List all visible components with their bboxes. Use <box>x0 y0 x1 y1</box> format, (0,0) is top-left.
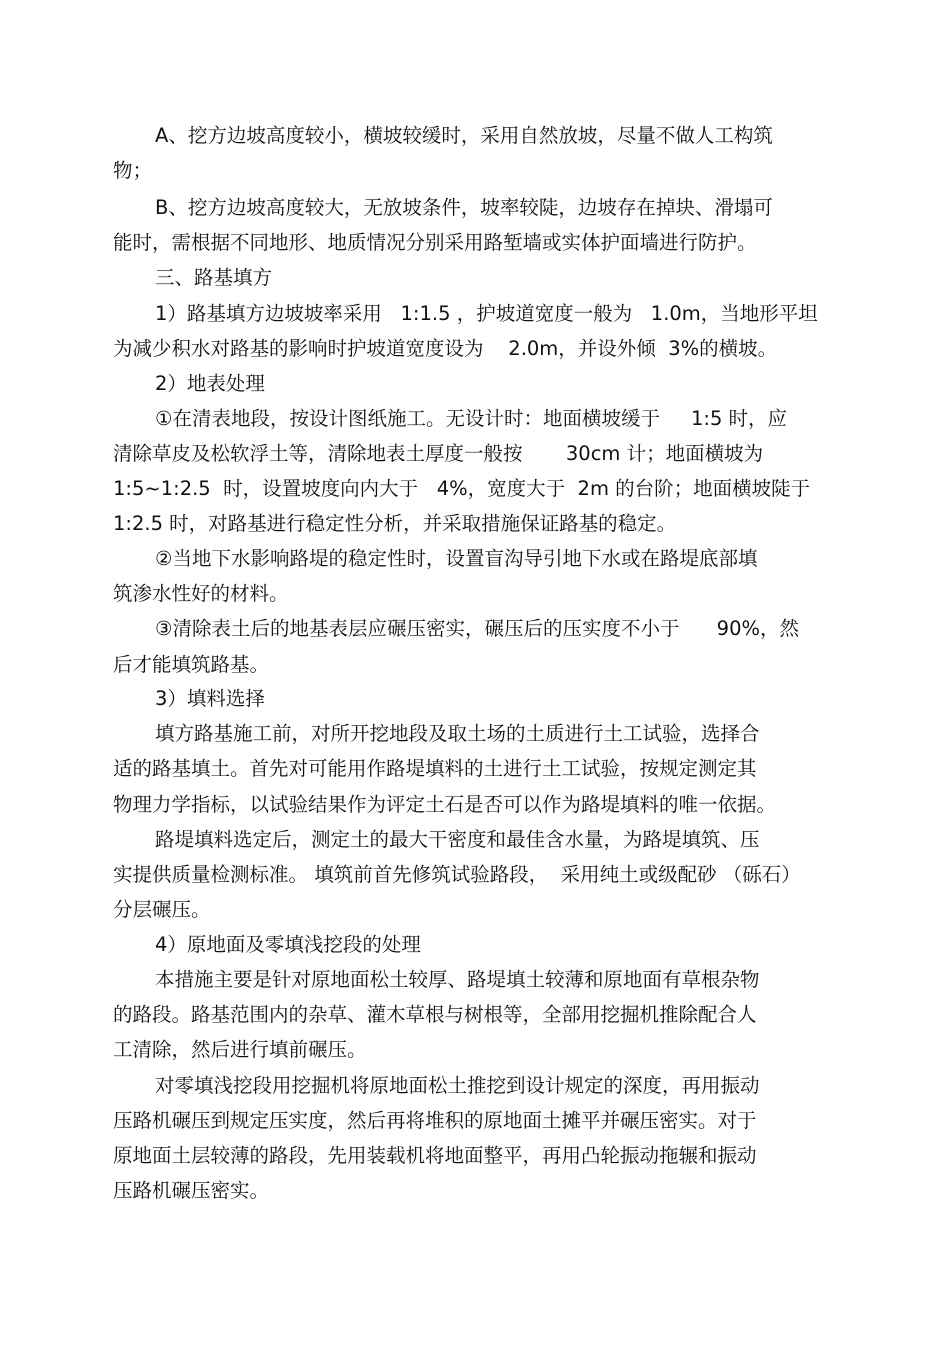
paragraph-line: 1:2.5 时，对路基进行稳定性分析，并采取措施保证路基的稳定。 <box>113 512 677 535</box>
paragraph-line: 工清除，然后进行填前碾压。 <box>113 1038 367 1061</box>
paragraph-line: 本措施主要是针对原地面松土较厚、路堤填土较薄和原地面有草根杂物 <box>155 968 760 991</box>
paragraph-line: 能时，需根据不同地形、地质情况分别采用路堑墙或实体护面墙进行防护。 <box>113 231 757 254</box>
paragraph-line: 的路段。路基范围内的杂草、灌木草根与树根等，全部用挖掘机推除配合人 <box>113 1003 757 1026</box>
paragraph-line: 适的路基填土。首先对可能用作路堤填料的土进行土工试验，按规定测定其 <box>113 757 757 780</box>
paragraph-line: 为减少积水对路基的影响时护坡道宽度设为 2.0m，并设外倾 3%的横坡。 <box>113 337 778 360</box>
paragraph-line: 对零填浅挖段用挖掘机将原地面松土推挖到设计规定的深度，再用振动 <box>155 1074 760 1097</box>
paragraph-line: 原地面土层较薄的路段，先用装载机将地面整平，再用凸轮振动拖辗和振动 <box>113 1144 757 1167</box>
section-heading: 三、路基填方 <box>155 266 273 289</box>
paragraph-line: 路堤填料选定后，测定土的最大干密度和最佳含水量，为路堤填筑、压 <box>155 828 760 851</box>
paragraph-line: 1:5~1:2.5 时，设置坡度向内大于 4%，宽度大于 2m 的台阶；地面横坡陡于 <box>113 477 811 500</box>
paragraph-line: 实提供质量检测标准。 填筑前首先修筑试验路段， 采用纯土或级配砂 （砾石） <box>113 863 801 886</box>
paragraph-line: B、挖方边坡高度较大，无放坡条件，坡率较陡，边坡存在掉块、滑塌可 <box>155 196 773 219</box>
paragraph-line: ③清除表土后的地基表层应碾压密实，碾压后的压实度不小于 90%，然 <box>155 617 800 640</box>
paragraph-line: ②当地下水影响路堤的稳定性时，设置盲沟导引地下水或在路堤底部填 <box>155 547 758 570</box>
paragraph-line: 填方路基施工前，对所开挖地段及取土场的土质进行土工试验，选择合 <box>155 722 760 745</box>
paragraph-line: 物理力学指标，以试验结果作为评定土石是否可以作为路堤填料的唯一依据。 <box>113 793 777 816</box>
paragraph-line: 后才能填筑路基。 <box>113 653 270 676</box>
subsection-heading: 2）地表处理 <box>155 372 265 395</box>
subsection-heading: 4）原地面及零填浅挖段的处理 <box>155 933 421 956</box>
paragraph-line: A、挖方边坡高度较小，横坡较缓时，采用自然放坡，尽量不做人工构筑 <box>155 124 773 147</box>
paragraph-line: ①在清表地段，按设计图纸施工。无设计时：地面横坡缓于 1:5 时，应 <box>155 407 788 430</box>
paragraph-line: 1）路基填方边坡坡率采用 1:1.5 ，护坡道宽度一般为 1.0m，当地形平坦 <box>155 302 818 325</box>
paragraph-line: 压路机碾压到规定压实度，然后再将堆积的原地面土摊平并碾压密实。对于 <box>113 1109 757 1132</box>
paragraph-line: 物； <box>113 159 153 182</box>
subsection-heading: 3）填料选择 <box>155 687 265 710</box>
paragraph-line: 清除草皮及松软浮土等，清除地表土厚度一般按 30cm 计；地面横坡为 <box>113 442 764 465</box>
paragraph-line: 筑渗水性好的材料。 <box>113 582 289 605</box>
paragraph-line: 分层碾压。 <box>113 898 211 921</box>
paragraph-line: 压路机碾压密实。 <box>113 1179 270 1202</box>
